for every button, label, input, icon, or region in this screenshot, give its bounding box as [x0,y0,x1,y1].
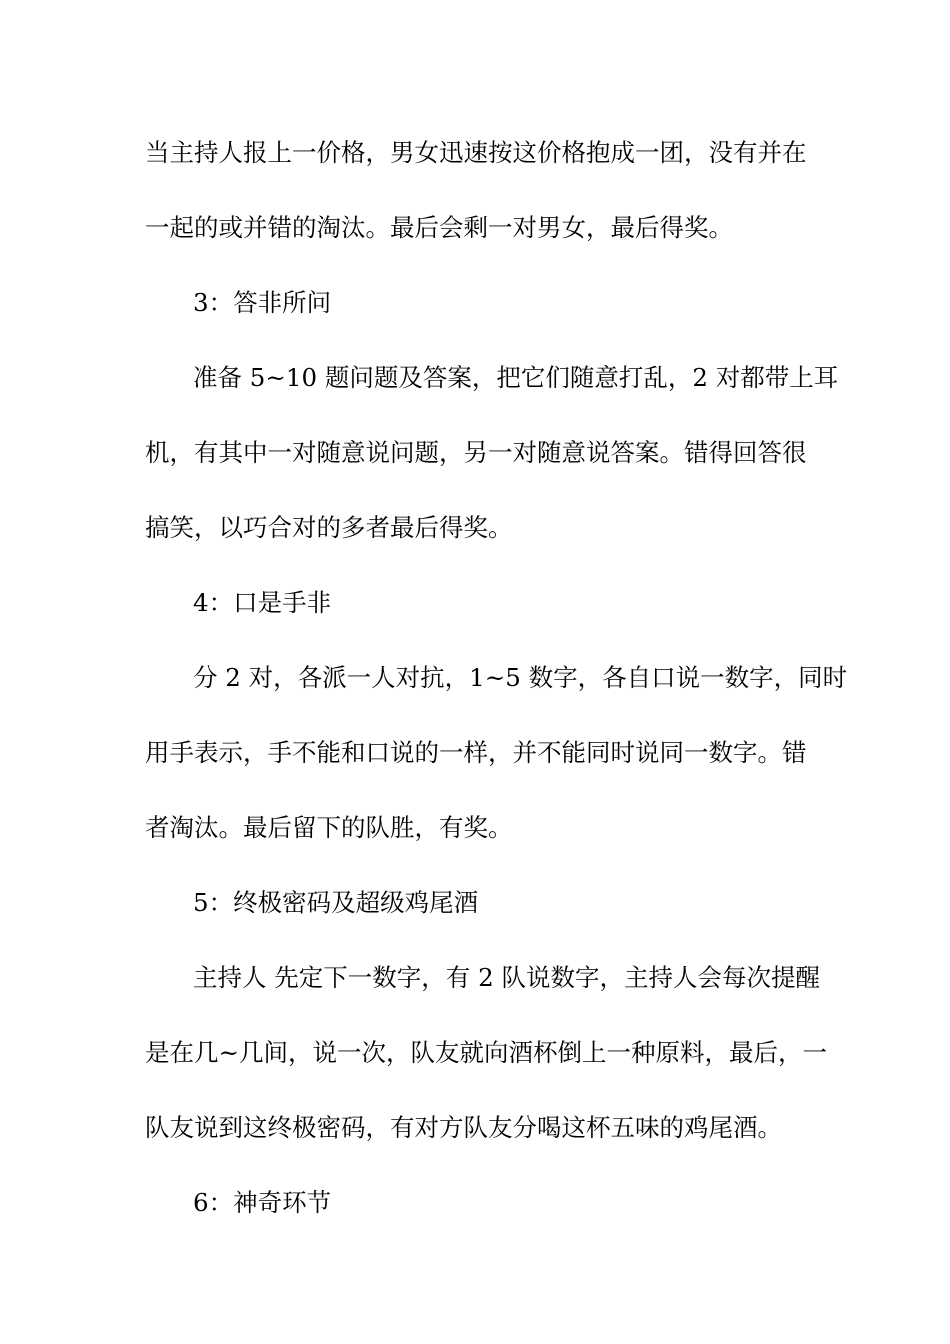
paragraph-line: 搞笑，以巧合对的多者最后得奖。 [145,513,513,542]
paragraph-line: 当主持人报上一价格，男女迅速按这价格抱成一团，没有并在 [145,138,807,167]
paragraph-line: 是在几~几间，说一次，队友就向酒杯倒上一种原料，最后，一 [145,1038,828,1067]
section-heading-6: 6：神奇环节 [193,1188,332,1217]
paragraph-line: 准备 5~10 题问题及答案，把它们随意打乱，2 对都带上耳 [193,363,839,392]
paragraph-line: 用手表示，手不能和口说的一样，并不能同时说同一数字。错 [145,738,807,767]
section-heading-3: 3：答非所问 [193,288,332,317]
section-heading-5: 5：终极密码及超级鸡尾酒 [193,888,479,917]
paragraph-line: 一起的或并错的淘汰。最后会剩一对男女，最后得奖。 [145,213,733,242]
paragraph-line: 者淘汰。最后留下的队胜，有奖。 [145,813,513,842]
section-heading-4: 4：口是手非 [193,588,332,617]
paragraph-line: 分 2 对，各派一人对抗，1~5 数字，各自口说一数字，同时 [193,663,848,692]
paragraph-line: 主持人 先定下一数字，有 2 队说数字，主持人会每次提醒 [193,963,820,992]
paragraph-line: 队友说到这终极密码，有对方队友分喝这杯五味的鸡尾酒。 [145,1113,782,1142]
paragraph-line: 机，有其中一对随意说问题，另一对随意说答案。错得回答很 [145,438,807,467]
